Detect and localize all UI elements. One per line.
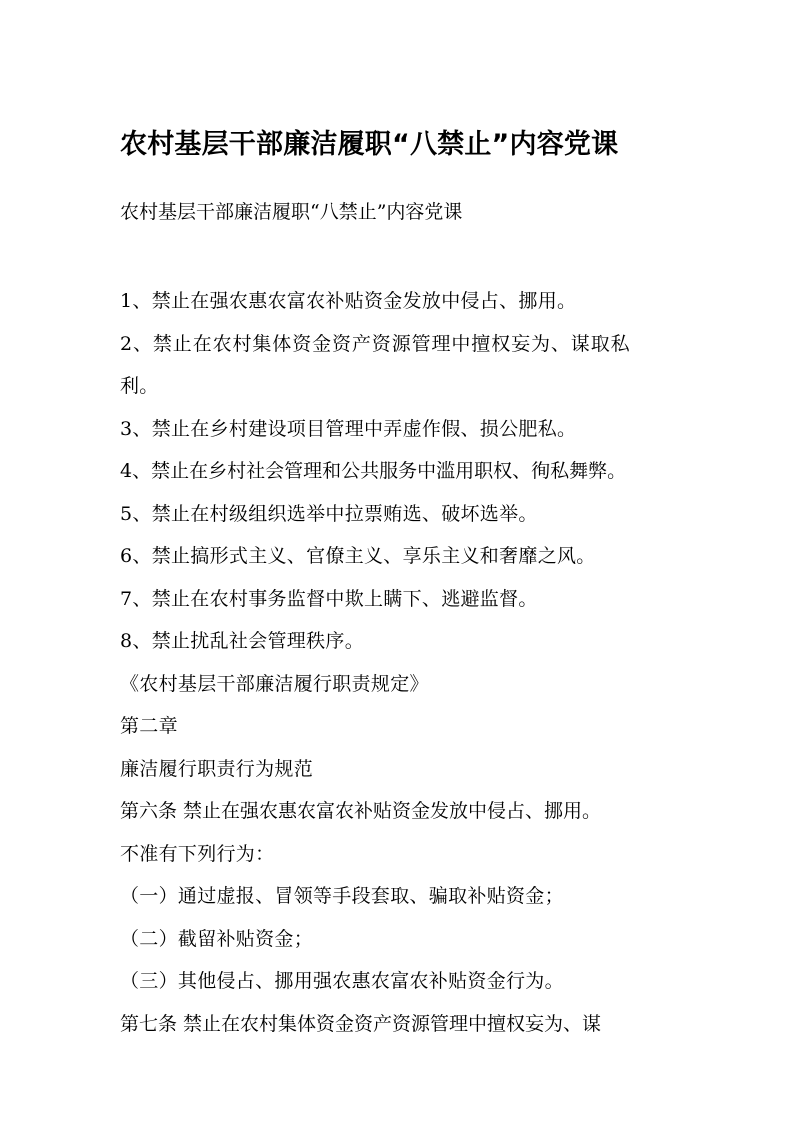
article-6: 第六条 禁止在强农惠农富农补贴资金发放中侵占、挪用。	[120, 800, 602, 822]
article-6-clause-3: （三）其他侵占、挪用强农惠农富农补贴资金行为。	[120, 970, 564, 992]
article-6-intro: 不准有下列行为：	[120, 842, 275, 865]
prohibition-item-1: 1、禁止在强农惠农富农补贴资金发放中侵占、挪用。	[120, 290, 577, 312]
prohibition-item-5: 5、禁止在村级组织选举中拉票贿选、破坏选举。	[120, 502, 538, 525]
prohibition-item-2: 2、禁止在农村集体资金资产资源管理中擅权妄为、谋取私	[120, 332, 631, 355]
prohibition-item-7: 7、禁止在农村事务监督中欺上瞒下、逃避监督。	[120, 587, 538, 610]
document-subtitle: 农村基层干部廉洁履职“八禁止”内容党课	[120, 201, 463, 223]
article-6-clause-1: （一）通过虚报、冒领等手段套取、骗取补贴资金；	[120, 885, 564, 907]
document-body	[120, 280, 676, 1045]
chapter-title: 廉洁履行职责行为规范	[120, 757, 314, 780]
prohibition-item-4: 4、禁止在乡村社会管理和公共服务中滥用职权、徇私舞弊。	[120, 460, 627, 482]
document-title: 农村基层干部廉洁履职“八禁止”内容党课	[120, 129, 619, 160]
prohibition-item-2-continued: 利。	[120, 375, 159, 397]
prohibition-item-8: 8、禁止扰乱社会管理秩序。	[120, 630, 364, 652]
article-7: 第七条 禁止在农村集体资金资产资源管理中擅权妄为、谋	[120, 1012, 602, 1035]
regulation-title: 《农村基层干部廉洁履行职责规定》	[120, 672, 429, 695]
prohibition-item-6: 6、禁止搞形式主义、官僚主义、享乐主义和奢靡之风。	[120, 545, 596, 567]
prohibition-item-3: 3、禁止在乡村建设项目管理中弄虚作假、损公肥私。	[120, 417, 577, 440]
chapter-heading: 第二章	[120, 715, 178, 737]
article-6-clause-2: （二）截留补贴资金；	[120, 927, 314, 950]
